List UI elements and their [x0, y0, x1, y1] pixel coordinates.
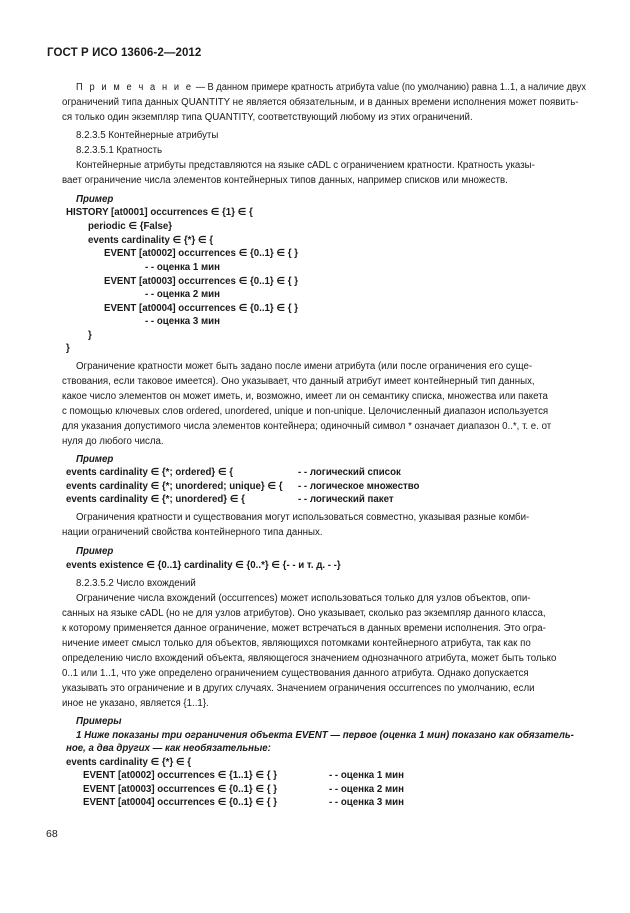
code-line: EVENT [at0004] occurrences ∈ {0..1} ∈ { } — [83, 797, 277, 808]
code-line: events cardinality ∈ {*; ordered} ∈ { — [66, 467, 234, 478]
code-comment: - - оценка 1 мин — [329, 770, 404, 781]
code-line: events cardinality ∈ {*} ∈ { — [66, 757, 192, 768]
paragraph-line: ничение имеет смысл только для объектов, являющихся потомками контейнерного атрибута, так как по — [62, 638, 531, 649]
code-comment: - - логическое множество — [298, 481, 420, 492]
code-line: events existence ∈ {0..1} cardinality ∈ {0..*} ∈ {- - и т. д. - -} — [66, 560, 341, 571]
code-line: EVENT [at0002] occurrences ∈ {0..1} ∈ { } — [104, 248, 298, 259]
paragraph-line: для указания допустимого числа элементов контейнера; одиночный символ * означает диапазон 0..*, т. е. от — [62, 421, 552, 432]
code-line: events cardinality ∈ {*; unordered; unique} ∈ { — [66, 481, 283, 492]
paragraph-line: нуля до любого числа. — [62, 436, 164, 447]
code-line: periodic ∈ {False} — [88, 221, 173, 232]
example-label: Пример — [76, 194, 114, 205]
code-line: EVENT [at0004] occurrences ∈ {0..1} ∈ { } — [104, 303, 298, 314]
document-header: ГОСТ Р ИСО 13606-2—2012 — [47, 47, 202, 59]
code-line: EVENT [at0003] occurrences ∈ {0..1} ∈ { } — [83, 784, 277, 795]
code-comment: - - логический список — [298, 467, 401, 478]
note-line-1: П р и м е ч а н и е — В данном примере кратность атрибута value (по умолчанию) равна 1..1, а наличие двух — [76, 82, 587, 93]
code-line: events cardinality ∈ {*} ∈ { — [88, 235, 214, 246]
paragraph-line: санных на языке cADL (но не для узлов атрибутов). Оно указывает, сколько раз экземпляр данного класса, — [62, 608, 546, 619]
paragraph-line: указывать это ограничение и в других случаях. Значением ограничения occurrences по умолчанию, если — [62, 683, 535, 694]
paragraph-line: 0..1 или 1..1, что уже определено ограничением существования данного атрибута. Однако допускается — [62, 668, 529, 679]
note-line-3: ся только один экземпляр типа QUANTITY, соответствующий любому из этих ограничений. — [62, 112, 473, 123]
example-label: Пример — [76, 454, 114, 465]
paragraph-line: с помощью ключевых слов ordered, unordered, unique и non-unique. Целочисленный диапазон используется — [62, 406, 549, 417]
paragraph-line: ствования, если таковое имеется). Оно указывает, что данный атрибут имеет контейнерный тип данных, — [62, 376, 535, 387]
example-intro-line: 1 Ниже показаны три ограничения объекта EVENT — первое (оценка 1 мин) показано как обязатель- — [76, 730, 574, 741]
code-comment: - - оценка 3 мин — [329, 797, 404, 808]
code-comment: - - оценка 1 мин — [145, 262, 220, 273]
section-heading: 8.2.3.5 Контейнерные атрибуты — [76, 130, 219, 141]
subsection-heading: 8.2.3.5.1 Кратность — [76, 145, 163, 156]
example-label: Примеры — [76, 716, 122, 727]
paragraph-line: к которому применяется данное ограничение, может встречаться в данных времени исполнения. Это огра- — [62, 623, 546, 634]
paragraph-line: определению число вхождений объекта, являющегося значением однозначного атрибута, может быть только — [62, 653, 557, 664]
note-line-2: ограничений типа данных QUANTITY не является обязательным, и в данных времени исполнения может появить- — [62, 97, 579, 108]
paragraph-line: Контейнерные атрибуты представляются на языке cADL с ограничением кратности. Кратность указы- — [76, 160, 535, 171]
code-line: } — [88, 330, 92, 341]
code-line: } — [66, 343, 70, 354]
paragraph-line: иное не указано, является {1..1}. — [62, 698, 209, 709]
paragraph-line: Ограничение числа вхождений (occurrences) может использоваться только для узлов объектов, опи- — [76, 593, 531, 604]
code-comment: - - оценка 2 мин — [329, 784, 404, 795]
code-line: EVENT [at0002] occurrences ∈ {1..1} ∈ { } — [83, 770, 277, 781]
note-label: П р и м е ч а н и е — [76, 82, 194, 93]
code-comment: - - оценка 2 мин — [145, 289, 220, 300]
paragraph-line: какое число элементов он может иметь, и, возможно, имеет ли он семантику списка, множества или пакета — [62, 391, 548, 402]
code-line: EVENT [at0003] occurrences ∈ {0..1} ∈ { } — [104, 276, 298, 287]
code-line: HISTORY [at0001] occurrences ∈ {1} ∈ { — [66, 207, 253, 218]
paragraph-line: вает ограничение числа элементов контейнерных типов данных, например списков или множеств. — [62, 175, 508, 186]
subsection-heading: 8.2.3.5.2 Число вхождений — [76, 578, 196, 589]
code-line: events cardinality ∈ {*; unordered} ∈ { — [66, 494, 245, 505]
paragraph-line: Ограничения кратности и существования могут использоваться совместно, указывая разные комби- — [76, 512, 530, 523]
page-number: 68 — [46, 828, 58, 840]
code-comment: - - оценка 3 мин — [145, 316, 220, 327]
example-intro-line: ное, а два других — как необязательные: — [66, 743, 271, 754]
paragraph-line: Ограничение кратности может быть задано после имени атрибута (или после ограничения его суще- — [76, 361, 533, 372]
paragraph-line: нации ограничений свойства контейнерного типа данных. — [62, 527, 323, 538]
code-comment: - - логический пакет — [298, 494, 394, 505]
example-label: Пример — [76, 546, 114, 557]
